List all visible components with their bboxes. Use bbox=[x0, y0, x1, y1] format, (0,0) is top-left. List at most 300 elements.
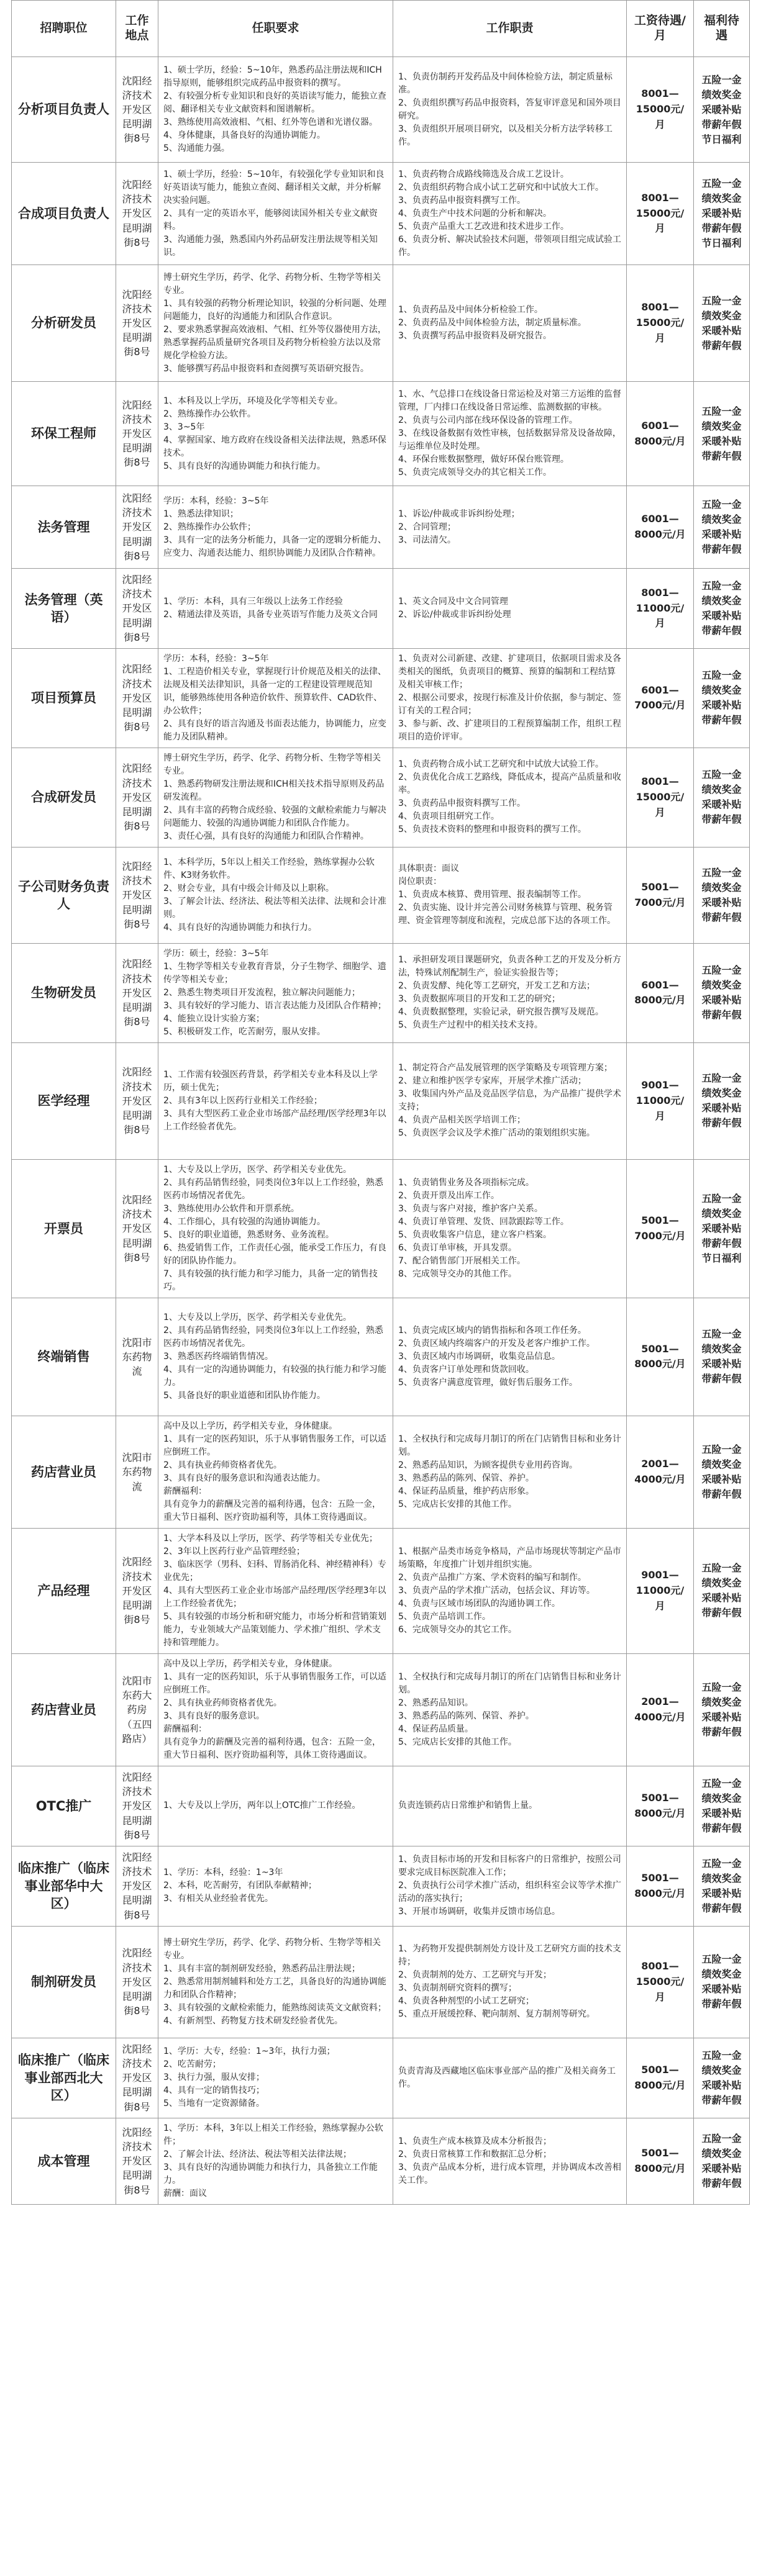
duty-line: 4、负责各种剂型的小试工艺研究； bbox=[398, 1996, 534, 2007]
requirement-line: 2、熟悉常用制剂辅料和处方工艺，具备良好的沟通协调能力和团队合作精神； bbox=[163, 1976, 386, 2000]
requirement-line: 高中及以上学历，药学相关专业，身体健康。 bbox=[163, 1421, 337, 1431]
work-location: 沈阳市东药物流 bbox=[116, 1298, 158, 1416]
duty-line: 2、负责制剂的处方、工艺研究与开发； bbox=[398, 1970, 552, 1981]
duty-line: 3、在线设备数据有效性审核，包括数据异常及设备故障，与运维单位及时处理。 bbox=[398, 428, 621, 451]
requirement-line: 4、具有良好的沟通协调能力和执行力。 bbox=[163, 922, 317, 933]
benefits: 五险一金绩效奖金采暖补贴带薪年假 bbox=[694, 1298, 750, 1416]
requirement-line: 1、具有较强的药物分析理论知识，较强的分析问题、处理问题能力，良好的沟通能力和团队合作意识。 bbox=[163, 298, 386, 322]
table-row bbox=[12, 265, 750, 382]
job-requirements bbox=[158, 847, 393, 943]
duty-line: 2、负责发酵、纯化等工艺研究，开发工艺和方法； bbox=[398, 981, 595, 992]
job-title: OTC推广 bbox=[12, 1766, 116, 1846]
requirement-line: 2、有较强分析专业知识和良好的英语读写能力，能独立查阅、翻译相关专业文献资料和图谱解析。 bbox=[163, 91, 386, 114]
requirement-line: 1、本科学历，5年以上相关工作经验，熟练掌握办公软件、K3财务软件。 bbox=[163, 857, 375, 880]
requirement-line: 4、掌握国家、地方政府在线设备相关法律法规，熟悉环保技术。 bbox=[163, 435, 386, 458]
benefits: 五险一金绩效奖金采暖补贴带薪年假 bbox=[694, 265, 750, 382]
requirement-line: 2、熟悉生物类项目开发流程，独立解决问题能力； bbox=[163, 987, 360, 998]
duty-line: 2、熟悉药品知识。 bbox=[398, 1697, 473, 1708]
requirement-line: 1、大专及以上学历，两年以上OTC推广工作经验。 bbox=[163, 1801, 361, 1811]
requirement-line: 1、大专及以上学历，医学、药学相关专业优先。 bbox=[163, 1312, 352, 1322]
duty-line: 1、负责药品及中间体分析检验工作。 bbox=[398, 305, 543, 315]
requirement-line: 4、具有一定的沟通协调能力，有较强的执行能力和学习能力。 bbox=[163, 1364, 386, 1388]
duty-line: 6、完成领导交办的其它工作。 bbox=[398, 1624, 517, 1635]
duty-line: 4、保证药品质量。 bbox=[398, 1724, 473, 1734]
job-title: 环保工程师 bbox=[12, 382, 116, 486]
job-duties bbox=[393, 1042, 627, 1159]
duty-line: 4、负责数据整理，实验记录，研究报告撰写及规范。 bbox=[398, 1007, 604, 1018]
duty-line: 1、水、气总排口在线设备日常运检及对第三方运维的监督管理，厂内排口在线设备日常运维、监测数据的审核。 bbox=[398, 389, 621, 412]
job-requirements bbox=[158, 2118, 393, 2204]
job-requirements bbox=[158, 1846, 393, 1926]
duty-line: 3、负责产品成本分析，进行成本管理，并协调成本改善相关工作。 bbox=[398, 2162, 621, 2185]
salary: 2001—4000元/月 bbox=[627, 1653, 694, 1766]
job-requirements bbox=[158, 1653, 393, 1766]
requirement-line: 3、临床医学（男科、妇科、胃肠消化科、神经精神科）专业优先； bbox=[163, 1559, 386, 1583]
job-duties bbox=[393, 1766, 627, 1846]
job-requirements bbox=[158, 1042, 393, 1159]
requirement-line: 1、学历：本科，3年以上相关工作经验，熟练掌握办公软件； bbox=[163, 2123, 383, 2146]
requirement-line: 4、具有一定的销售技巧； bbox=[163, 2086, 265, 2096]
work-location: 沈阳经济技术开发区昆明湖街8号 bbox=[116, 1159, 158, 1298]
duty-line: 5、负责产品重大工艺改进和技术进步工作。 bbox=[398, 221, 569, 232]
table-row bbox=[12, 1846, 750, 1926]
benefits: 五险一金绩效奖金采暖补贴带薪年假 bbox=[694, 1042, 750, 1159]
requirement-line: 4、具有大型医药工业企业市场部产品经理/医学经理3年以上工作经验者优先； bbox=[163, 1585, 386, 1609]
job-requirements bbox=[158, 265, 393, 382]
work-location: 沈阳经济技术开发区昆明湖街8号 bbox=[116, 1766, 158, 1846]
work-location: 沈阳经济技术开发区昆明湖街8号 bbox=[116, 943, 158, 1042]
duty-line: 负责青海及西藏地区临床事业部产品的推广及相关商务工作。 bbox=[398, 2066, 616, 2089]
job-requirements bbox=[158, 943, 393, 1042]
requirement-line: 2、具有一定的英语水平，能够阅读国外相关专业文献资料。 bbox=[163, 208, 378, 232]
work-location: 沈阳经济技术开发区昆明湖街8号 bbox=[116, 57, 158, 163]
requirement-line: 1、本科及以上学历，环境及化学等相关专业。 bbox=[163, 395, 343, 406]
duty-line: 3、负责组织开展项目研究，以及相关分析方法学转移工作。 bbox=[398, 124, 613, 147]
header-duties: 工作职责 bbox=[393, 1, 627, 57]
requirement-line: 3、具有良好的服务意识。 bbox=[163, 1711, 265, 1721]
requirement-line: 2、吃苦耐劳； bbox=[163, 2059, 221, 2070]
requirement-line: 2、具有丰富的药物合成经验、较强的文献检索能力与解决问题能力、较强的沟通协调能力和团队合作能力。 bbox=[163, 805, 386, 828]
duty-line: 5、完成店长安排的其他工作。 bbox=[398, 1737, 517, 1747]
duty-line: 2、负责与公司内部在线环保设备的管理工作。 bbox=[398, 415, 578, 425]
salary: 5001—8000元/月 bbox=[627, 2118, 694, 2204]
work-location: 沈阳经济技术开发区昆明湖街8号 bbox=[116, 382, 158, 486]
duty-line: 2、合同管理； bbox=[398, 522, 456, 532]
job-requirements bbox=[158, 2038, 393, 2118]
job-duties bbox=[393, 486, 627, 569]
table-header-row bbox=[12, 1, 750, 57]
requirement-line: 3、具有较强的文献检索能力，能熟练阅读英文文献资料； bbox=[163, 2002, 386, 2013]
benefits: 五险一金绩效奖金采暖补贴带薪年假节日福利 bbox=[694, 1159, 750, 1298]
benefits: 五险一金绩效奖金采暖补贴带薪年假 bbox=[694, 1926, 750, 2038]
job-duties bbox=[393, 943, 627, 1042]
job-title: 生物研发员 bbox=[12, 943, 116, 1042]
duty-line: 3、收集国内外产品及竞品医学信息，为产品推广提供学术支持； bbox=[398, 1089, 621, 1113]
requirement-line: 1、大学本科及以上学历，医学、药学等相关专业优先； bbox=[163, 1533, 378, 1543]
duty-line: 3、开展市场调研，收集并反馈市场信息。 bbox=[398, 1907, 560, 1917]
duty-line: 1、负责药物合成小试工艺研究和中试放大试验工作。 bbox=[398, 759, 604, 770]
duty-line: 1、为药物开发提供制剂处方设计及工艺研究方面的技术支持； bbox=[398, 1944, 621, 1968]
work-location: 沈阳经济技术开发区昆明湖街8号 bbox=[116, 1042, 158, 1159]
salary: 5001—8000元/月 bbox=[627, 1846, 694, 1926]
header-benefits: 福利待遇 bbox=[694, 1, 750, 57]
duty-line: 3、负责药品申报资料撰写工作。 bbox=[398, 195, 526, 206]
requirement-line: 3、熟悉医药终端销售情况。 bbox=[163, 1351, 273, 1362]
salary: 8001—15000元/月 bbox=[627, 163, 694, 265]
requirement-line: 5、具有良好的沟通协调能力和执行能力。 bbox=[163, 461, 326, 471]
table-row bbox=[12, 748, 750, 847]
work-location: 沈阳经济技术开发区昆明湖街8号 bbox=[116, 2038, 158, 2118]
duty-line: 5、重点开展缓控释、靶向制剂、复方制剂等研究。 bbox=[398, 2009, 595, 2020]
requirement-line: 2、要求熟悉掌握高效液相、气相、红外等仪器使用方法，熟悉掌握药品质量研究各项目及药物分析检验方法以及常规化学检验方法。 bbox=[163, 324, 386, 361]
requirement-line: 1、硕士学历，经验：5~10年，熟悉药品注册法规和ICH指导原则，能够组织完成药品申报资料的撰写。 bbox=[163, 65, 382, 88]
benefits: 五险一金绩效奖金采暖补贴带薪年假 bbox=[694, 748, 750, 847]
requirement-line: 2、具有执业药师资格者优先。 bbox=[163, 1697, 282, 1708]
salary: 9001—11000元/月 bbox=[627, 1042, 694, 1159]
duty-line: 1、根据产品类市场竞争格局，产品市场现状等制定产品市场策略，年度推广计划并组织实施。 bbox=[398, 1546, 621, 1570]
benefits: 五险一金绩效奖金采暖补贴带薪年假 bbox=[694, 1766, 750, 1846]
table-row bbox=[12, 943, 750, 1042]
job-duties bbox=[393, 1416, 627, 1528]
requirement-line: 2、具有药品销售经验，同类岗位3年以上工作经验，熟悉医药市场情况者优先。 bbox=[163, 1325, 383, 1349]
job-requirements bbox=[158, 1298, 393, 1416]
table-row bbox=[12, 486, 750, 569]
duty-line: 5、完成店长安排的其他工作。 bbox=[398, 1499, 517, 1509]
requirement-line: 5、具有较强的市场分析和研究能力，市场分析和营销策划能力，专业领域大产品策划能力、学术推广组织、学术支持和管理能力。 bbox=[163, 1611, 386, 1648]
job-title: 药店营业员 bbox=[12, 1653, 116, 1766]
table-row bbox=[12, 1766, 750, 1846]
job-duties bbox=[393, 1926, 627, 2038]
salary: 8001—15000元/月 bbox=[627, 57, 694, 163]
job-duties bbox=[393, 57, 627, 163]
benefits: 五险一金绩效奖金采暖补贴带薪年假节日福利 bbox=[694, 57, 750, 163]
requirement-line: 6、热爱销售工作，工作责任心强，能承受工作压力，有良好的团队协作能力。 bbox=[163, 1242, 386, 1266]
requirement-line: 1、熟悉法律知识； bbox=[163, 508, 239, 519]
work-location: 沈阳经济技术开发区昆明湖街8号 bbox=[116, 2118, 158, 2204]
duty-line: 2、负责优化合成工艺路线，降低成本，提高产品质量和收率。 bbox=[398, 772, 621, 796]
duty-line: 4、环保台账数据整理，做好环保台账管理。 bbox=[398, 454, 569, 464]
requirement-line: 1、学历：本科，经验：1~3年 bbox=[163, 1868, 283, 1878]
job-requirements bbox=[158, 1926, 393, 2038]
job-duties bbox=[393, 2118, 627, 2204]
requirement-line: 学历：本科，经验：3~5年 bbox=[163, 495, 269, 506]
salary: 6001—8000元/月 bbox=[627, 486, 694, 569]
salary: 8001—15000元/月 bbox=[627, 1926, 694, 2038]
work-location: 沈阳经济技术开发区昆明湖街8号 bbox=[116, 648, 158, 748]
job-requirements bbox=[158, 57, 393, 163]
requirement-line: 1、具有丰富的制剂研发经验，熟悉药品注册法规； bbox=[163, 1963, 360, 1974]
header-requirements: 任职要求 bbox=[158, 1, 393, 57]
requirement-line: 3、熟练使用高效液相、气相、红外等色谱和光谱仪器。 bbox=[163, 117, 378, 127]
salary: 5001—8000元/月 bbox=[627, 2038, 694, 2118]
requirement-line: 2、具有3年以上医药行业相关工作经验； bbox=[163, 1095, 322, 1106]
duty-line: 2、负责产品推广方案、学术资料的编写和制作。 bbox=[398, 1572, 586, 1583]
requirement-line: 3、具有良好的服务意识和沟通表达能力。 bbox=[163, 1473, 326, 1483]
job-title: 项目预算员 bbox=[12, 648, 116, 748]
benefits: 五险一金绩效奖金采暖补贴带薪年假 bbox=[694, 847, 750, 943]
requirement-line: 1、具有一定的医药知识，乐于从事销售服务工作，可以适应倒班工作。 bbox=[163, 1434, 386, 1457]
requirement-line: 3、具有较好的学习能力、语言表达能力及团队合作精神； bbox=[163, 1000, 386, 1011]
requirement-line: 2、精通法律及英语，具备专业英语写作能力及英文合同 bbox=[163, 609, 378, 620]
requirement-line: 薪酬福利： bbox=[163, 1724, 207, 1734]
duty-line: 2、诉讼/仲裁或非诉纠纷处理 bbox=[398, 609, 511, 620]
table-row bbox=[12, 1159, 750, 1298]
salary: 8001—11000元/月 bbox=[627, 569, 694, 649]
requirement-line: 3、具有良好的沟通协调能力和执行力，具备独立工作能力。 bbox=[163, 2162, 378, 2185]
duty-line: 1、负责目标市场的开发和目标客户的日常维护，按照公司要求完成目标医院准入工作； bbox=[398, 1855, 621, 1878]
job-title: 临床推广（临床事业部华中大区） bbox=[12, 1846, 116, 1926]
work-location: 沈阳经济技术开发区昆明湖街8号 bbox=[116, 1926, 158, 2038]
requirement-line: 3、有相关从业经验者优先。 bbox=[163, 1894, 273, 1904]
job-requirements bbox=[158, 163, 393, 265]
duty-line: 2、负责实施、设计并完善公司财务核算与管理、税务管理、资金管理等制度和流程，完成总部下达的各项工作。 bbox=[398, 903, 616, 926]
requirement-line: 1、硕士学历，经验：5~10年，有较强化学专业知识和良好英语读写能力，能独立查阅、翻译相关文献，并分析解决实验问题。 bbox=[163, 169, 385, 206]
table-row bbox=[12, 648, 750, 748]
table-row bbox=[12, 569, 750, 649]
duty-line: 2、负责日常核算工作和数据汇总分析； bbox=[398, 2149, 552, 2159]
duty-line: 2、负责区域内终端客户的开发及老客户维护工作。 bbox=[398, 1338, 595, 1349]
requirement-line: 学历：硕士，经验：3~5年 bbox=[163, 948, 269, 959]
duty-line: 2、根据公司要求，按现行标准及计价依据，参与制定、签订有关的工程合同； bbox=[398, 692, 621, 716]
job-duties bbox=[393, 648, 627, 748]
table-row bbox=[12, 1528, 750, 1653]
duty-line: 3、负责撰写药品申报资料及研究报告。 bbox=[398, 331, 552, 341]
duty-line: 3、负责药品申报资料撰写工作。 bbox=[398, 798, 526, 809]
requirement-line: 1、工程造价相关专业，掌握现行计价规范及相关的法律、法规及相关法律知识，具备一定的工程建设管理规范知识，能够熟练使用各种造价软件、预算软件、CAD软件、办公软件； bbox=[163, 666, 386, 716]
job-duties bbox=[393, 1653, 627, 1766]
duty-line: 6、负责订单审核，开具发票。 bbox=[398, 1242, 517, 1253]
requirement-line: 3、责任心强，具有良好的沟通能力和团队合作精神。 bbox=[163, 831, 369, 841]
job-duties bbox=[393, 1846, 627, 1926]
table-row bbox=[12, 847, 750, 943]
table-row bbox=[12, 1298, 750, 1416]
benefits: 五险一金绩效奖金采暖补贴带薪年假 bbox=[694, 943, 750, 1042]
header-position: 招聘职位 bbox=[12, 1, 116, 57]
job-title: 产品经理 bbox=[12, 1528, 116, 1653]
job-duties bbox=[393, 748, 627, 847]
work-location: 沈阳经济技术开发区昆明湖街8号 bbox=[116, 163, 158, 265]
requirement-line: 3、具有一定的法务分析能力，具备一定的逻辑分析能力、应变力、沟通表达能力、组织协调能力及团队合作精神。 bbox=[163, 535, 386, 558]
requirement-line: 1、大专及以上学历，医学、药学相关专业优先。 bbox=[163, 1164, 352, 1175]
requirement-line: 3、了解会计法、经济法、税法等相关法律、法规和会计准则。 bbox=[163, 896, 386, 920]
duty-line: 3、负责制剂研究资料的撰写； bbox=[398, 1983, 517, 1994]
work-location: 沈阳经济技术开发区昆明湖街8号 bbox=[116, 486, 158, 569]
duty-line: 1、全权执行和完成每月制订的所在门店销售目标和业务计划。 bbox=[398, 1671, 621, 1695]
requirement-line: 薪酬：面议 bbox=[163, 2188, 207, 2199]
requirement-line: 2、具有良好的语言沟通及书面表达能力，协调能力，应变能力及团队精神。 bbox=[163, 718, 386, 742]
salary: 6001—7000元/月 bbox=[627, 648, 694, 748]
salary: 5001—7000元/月 bbox=[627, 847, 694, 943]
job-duties bbox=[393, 1159, 627, 1298]
duty-line: 2、建立和维护医学专家库，开展学术推广活动； bbox=[398, 1076, 586, 1087]
salary: 9001—11000元/月 bbox=[627, 1528, 694, 1653]
requirement-line: 1、具有一定的医药知识，乐于从事销售服务工作，可以适应倒班工作。 bbox=[163, 1671, 386, 1695]
job-title: 合成研发员 bbox=[12, 748, 116, 847]
job-duties bbox=[393, 847, 627, 943]
duty-line: 3、熟悉药品的陈列、保管、养护。 bbox=[398, 1711, 534, 1721]
job-title: 临床推广（临床事业部西北大区） bbox=[12, 2038, 116, 2118]
requirement-line: 2、熟练操作办公软件。 bbox=[163, 409, 256, 419]
job-title: 医学经理 bbox=[12, 1042, 116, 1159]
work-location: 沈阳市东药大药房（五四路店） bbox=[116, 1653, 158, 1766]
duty-line: 1、负责销售业务及各项指标完成。 bbox=[398, 1177, 534, 1188]
benefits: 五险一金绩效奖金采暖补贴带薪年假 bbox=[694, 2118, 750, 2204]
duty-line: 5、负责收集客户信息，建立客户档案。 bbox=[398, 1229, 552, 1240]
table-row bbox=[12, 2118, 750, 2204]
requirement-line: 5、良好的职业道德，熟悉财务、业务流程。 bbox=[163, 1229, 334, 1240]
requirement-line: 3、3~5年 bbox=[163, 422, 205, 432]
requirement-line: 1、学历：本科，具有三年级以上法务工作经验 bbox=[163, 596, 343, 607]
salary: 5001—8000元/月 bbox=[627, 1298, 694, 1416]
requirement-line: 3、沟通能力强，熟悉国内外药品研发注册法规等相关知识。 bbox=[163, 234, 378, 258]
work-location: 沈阳经济技术开发区昆明湖街8号 bbox=[116, 1528, 158, 1653]
duty-line: 1、承担研发项目课题研究，负责各种工艺的开发及分析方法，特殊试剂配制生产，验证实验报告等； bbox=[398, 955, 621, 978]
requirement-line: 1、工作需有较强医药背景，药学相关专业本科及以上学历，硕士优先； bbox=[163, 1069, 378, 1093]
requirement-line: 5、具备良好的职业道德和团队协作能力。 bbox=[163, 1390, 326, 1401]
requirement-line: 高中及以上学历，药学相关专业，身体健康。 bbox=[163, 1658, 337, 1669]
requirement-line: 具有竞争力的薪酬及完善的福利待遇，包含：五险一金，重大节日福利、医疗资助福利等，具体工资待遇面议。 bbox=[163, 1737, 381, 1760]
job-requirements bbox=[158, 486, 393, 569]
requirement-line: 5、当地有一定资源储备。 bbox=[163, 2099, 265, 2109]
duty-line: 1、全权执行和完成每月制订的所在门店销售目标和业务计划。 bbox=[398, 1434, 621, 1457]
work-location: 沈阳经济技术开发区昆明湖街8号 bbox=[116, 1846, 158, 1926]
salary: 8001—15000元/月 bbox=[627, 748, 694, 847]
requirement-line: 4、有新剂型、药物复方技术研发经验者优先。 bbox=[163, 2015, 343, 2026]
requirement-line: 5、积极研发工作，吃苦耐劳，服从安排。 bbox=[163, 1026, 326, 1037]
requirement-line: 薪酬福利： bbox=[163, 1486, 207, 1496]
duty-line: 3、熟悉药品的陈列、保管、养护。 bbox=[398, 1473, 534, 1483]
salary: 6001—8000元/月 bbox=[627, 382, 694, 486]
duty-line: 1、负责药物合成路线筛选及合成工艺设计。 bbox=[398, 169, 569, 179]
job-requirements bbox=[158, 1159, 393, 1298]
duty-line: 2、负责药品及中间体检验方法，制定质量标准。 bbox=[398, 318, 586, 328]
duty-line: 3、参与新、改、扩建项目的工程预算编制工作，组织工程项目的造价评审。 bbox=[398, 718, 621, 742]
requirement-line: 具有竞争力的薪酬及完善的福利待遇，包含：五险一金，重大节日福利、医疗资助福利等，具体工资待遇面议。 bbox=[163, 1499, 381, 1522]
job-requirements bbox=[158, 1766, 393, 1846]
requirement-line: 3、具有大型医药工业企业市场部产品经理/医学经理3年以上工作经验者优先。 bbox=[163, 1108, 386, 1132]
duty-line: 6、负责分析、解决试验技术问题，带领项目组完成试验工作。 bbox=[398, 234, 621, 258]
job-title: 子公司财务负责人 bbox=[12, 847, 116, 943]
job-requirements bbox=[158, 569, 393, 649]
job-requirements bbox=[158, 648, 393, 748]
duty-line: 7、配合销售部门开展相关工作。 bbox=[398, 1255, 526, 1266]
duty-line: 3、负责数据库项目的开发和工艺的研究； bbox=[398, 994, 560, 1005]
duty-line: 8、完成领导交办的其他工作。 bbox=[398, 1268, 517, 1279]
requirement-line: 博士研究生学历，药学、化学、药物分析、生物学等相关专业。 bbox=[163, 272, 381, 296]
table-row bbox=[12, 163, 750, 265]
job-title: 药店营业员 bbox=[12, 1416, 116, 1528]
benefits: 五险一金绩效奖金采暖补贴带薪年假 bbox=[694, 1416, 750, 1528]
duty-line: 1、负责成本核算、费用管理、报表编制等工作。 bbox=[398, 890, 586, 900]
duty-line: 1、英文合同及中文合同管理 bbox=[398, 596, 508, 607]
requirement-line: 1、生物学等相关专业教育背景，分子生物学、细胞学、遗传学等相关专业； bbox=[163, 961, 386, 985]
header-salary: 工资待遇/月 bbox=[627, 1, 694, 57]
requirement-line: 5、沟通能力强。 bbox=[163, 143, 230, 153]
duty-line: 5、负责医学会议及学术推广活动的策划组织实施。 bbox=[398, 1128, 595, 1139]
duty-line: 1、诉讼/仲裁或非诉纠纷处理； bbox=[398, 508, 520, 519]
job-title: 制剂研发员 bbox=[12, 1926, 116, 2038]
table-row bbox=[12, 1926, 750, 2038]
job-duties bbox=[393, 569, 627, 649]
requirement-line: 博士研究生学历，药学、化学、药物分析、生物学等相关专业。 bbox=[163, 752, 381, 776]
duty-line: 负责连锁药店日常维护和销售上量。 bbox=[398, 1801, 537, 1811]
duty-line: 2、负责组织药物合成小试工艺研究和中试放大工作。 bbox=[398, 182, 604, 192]
job-title: 法务管理 bbox=[12, 486, 116, 569]
requirement-line: 3、熟练使用办公软件和开票系统。 bbox=[163, 1203, 299, 1214]
duty-line: 4、负责订单管理、发货、回款跟踪等工作。 bbox=[398, 1216, 569, 1227]
table-row bbox=[12, 2038, 750, 2118]
duty-line: 4、负责客户订单处理和货款回收。 bbox=[398, 1364, 534, 1375]
requirement-line: 2、3年以上医药行业产品管理经验； bbox=[163, 1546, 305, 1557]
duty-line: 3、司法清欠。 bbox=[398, 535, 456, 545]
salary: 5001—7000元/月 bbox=[627, 1159, 694, 1298]
duty-line: 3、负责区域内市场调研，收集竞品信息。 bbox=[398, 1351, 560, 1362]
job-requirements bbox=[158, 748, 393, 847]
job-listings-table bbox=[11, 0, 750, 2205]
requirement-line: 2、具有药品销售经验，同类岗位3年以上工作经验，熟悉医药市场情况者优先。 bbox=[163, 1177, 383, 1201]
job-duties bbox=[393, 2038, 627, 2118]
job-title: 分析项目负责人 bbox=[12, 57, 116, 163]
requirement-line: 2、具有执业药师资格者优先。 bbox=[163, 1460, 282, 1470]
job-title: 合成项目负责人 bbox=[12, 163, 116, 265]
work-location: 沈阳经济技术开发区昆明湖街8号 bbox=[116, 847, 158, 943]
duty-line: 4、负责产品相关医学培训工作； bbox=[398, 1115, 526, 1126]
table-row bbox=[12, 57, 750, 163]
duty-line: 3、负责产品的学术推广活动，包括会议、拜访等。 bbox=[398, 1585, 595, 1596]
benefits: 五险一金绩效奖金采暖补贴带薪年假 bbox=[694, 1846, 750, 1926]
duty-line: 5、负责生产过程中的相关技术支持。 bbox=[398, 1020, 543, 1031]
duty-line: 4、负责生产中技术问题的分析和解决。 bbox=[398, 208, 552, 219]
job-title: 分析研发员 bbox=[12, 265, 116, 382]
duty-line: 4、负责与区域市场团队的沟通协调工作。 bbox=[398, 1598, 560, 1609]
requirement-line: 2、本科，吃苦耐劳，有团队奉献精神； bbox=[163, 1881, 317, 1891]
duty-line: 2、负责开票及出库工作。 bbox=[398, 1190, 499, 1201]
duty-line: 2、熟悉药品知识，为顾客提供专业用药咨询。 bbox=[398, 1460, 578, 1470]
duty-line: 4、保证药品质量，维护药店形象。 bbox=[398, 1486, 534, 1496]
work-location: 沈阳经济技术开发区昆明湖街8号 bbox=[116, 265, 158, 382]
salary: 6001—8000元/月 bbox=[627, 943, 694, 1042]
work-location: 沈阳经济技术开发区昆明湖街8号 bbox=[116, 569, 158, 649]
job-duties bbox=[393, 163, 627, 265]
benefits: 五险一金绩效奖金采暖补贴带薪年假 bbox=[694, 382, 750, 486]
requirement-line: 2、财会专业，具有中级会计师及以上职称。 bbox=[163, 883, 334, 893]
requirement-line: 3、能够撰写药品申报资料和查阅撰写英语研究报告。 bbox=[163, 363, 369, 374]
duty-line: 5、负责客户满意度管理，做好售后服务工作。 bbox=[398, 1377, 578, 1388]
duty-line: 5、负责完成领导交办的其它相关工作。 bbox=[398, 468, 552, 477]
duty-line: 5、负责技术资料的整理和申报资料的撰写工作。 bbox=[398, 825, 586, 835]
job-title: 法务管理（英语） bbox=[12, 569, 116, 649]
header-location: 工作地点 bbox=[116, 1, 158, 57]
duty-line: 1、负责对公司新建、改建、扩建项目，依据项目需求及各类相关的图纸，负责项目的概算、预算的编制和工程结算及相关审核工作； bbox=[398, 653, 621, 690]
job-requirements bbox=[158, 382, 393, 486]
salary: 2001—4000元/月 bbox=[627, 1416, 694, 1528]
job-title: 开票员 bbox=[12, 1159, 116, 1298]
table-row bbox=[12, 1653, 750, 1766]
requirement-line: 4、身体健康，具备良好的沟通协调能力。 bbox=[163, 130, 326, 140]
salary: 5001—8000元/月 bbox=[627, 1766, 694, 1846]
requirement-line: 2、熟练操作办公软件； bbox=[163, 522, 256, 532]
duty-line: 2、负责组织撰写药品申报资料，答复审评意见和国外项目研究。 bbox=[398, 97, 621, 121]
duty-line: 1、负责生产成本核算及成本分析报告； bbox=[398, 2136, 552, 2146]
job-duties bbox=[393, 1528, 627, 1653]
benefits: 五险一金绩效奖金采暖补贴带薪年假 bbox=[694, 2038, 750, 2118]
requirement-line: 3、执行力强，服从安排； bbox=[163, 2072, 265, 2083]
job-title: 终端销售 bbox=[12, 1298, 116, 1416]
job-title: 成本管理 bbox=[12, 2118, 116, 2204]
requirement-line: 7、具有较强的执行能力和学习能力，具备一定的销售技巧。 bbox=[163, 1268, 378, 1292]
duty-line: 1、制定符合产品发展管理的医学策略及专项管理方案； bbox=[398, 1063, 613, 1073]
work-location: 沈阳市东药物流 bbox=[116, 1416, 158, 1528]
